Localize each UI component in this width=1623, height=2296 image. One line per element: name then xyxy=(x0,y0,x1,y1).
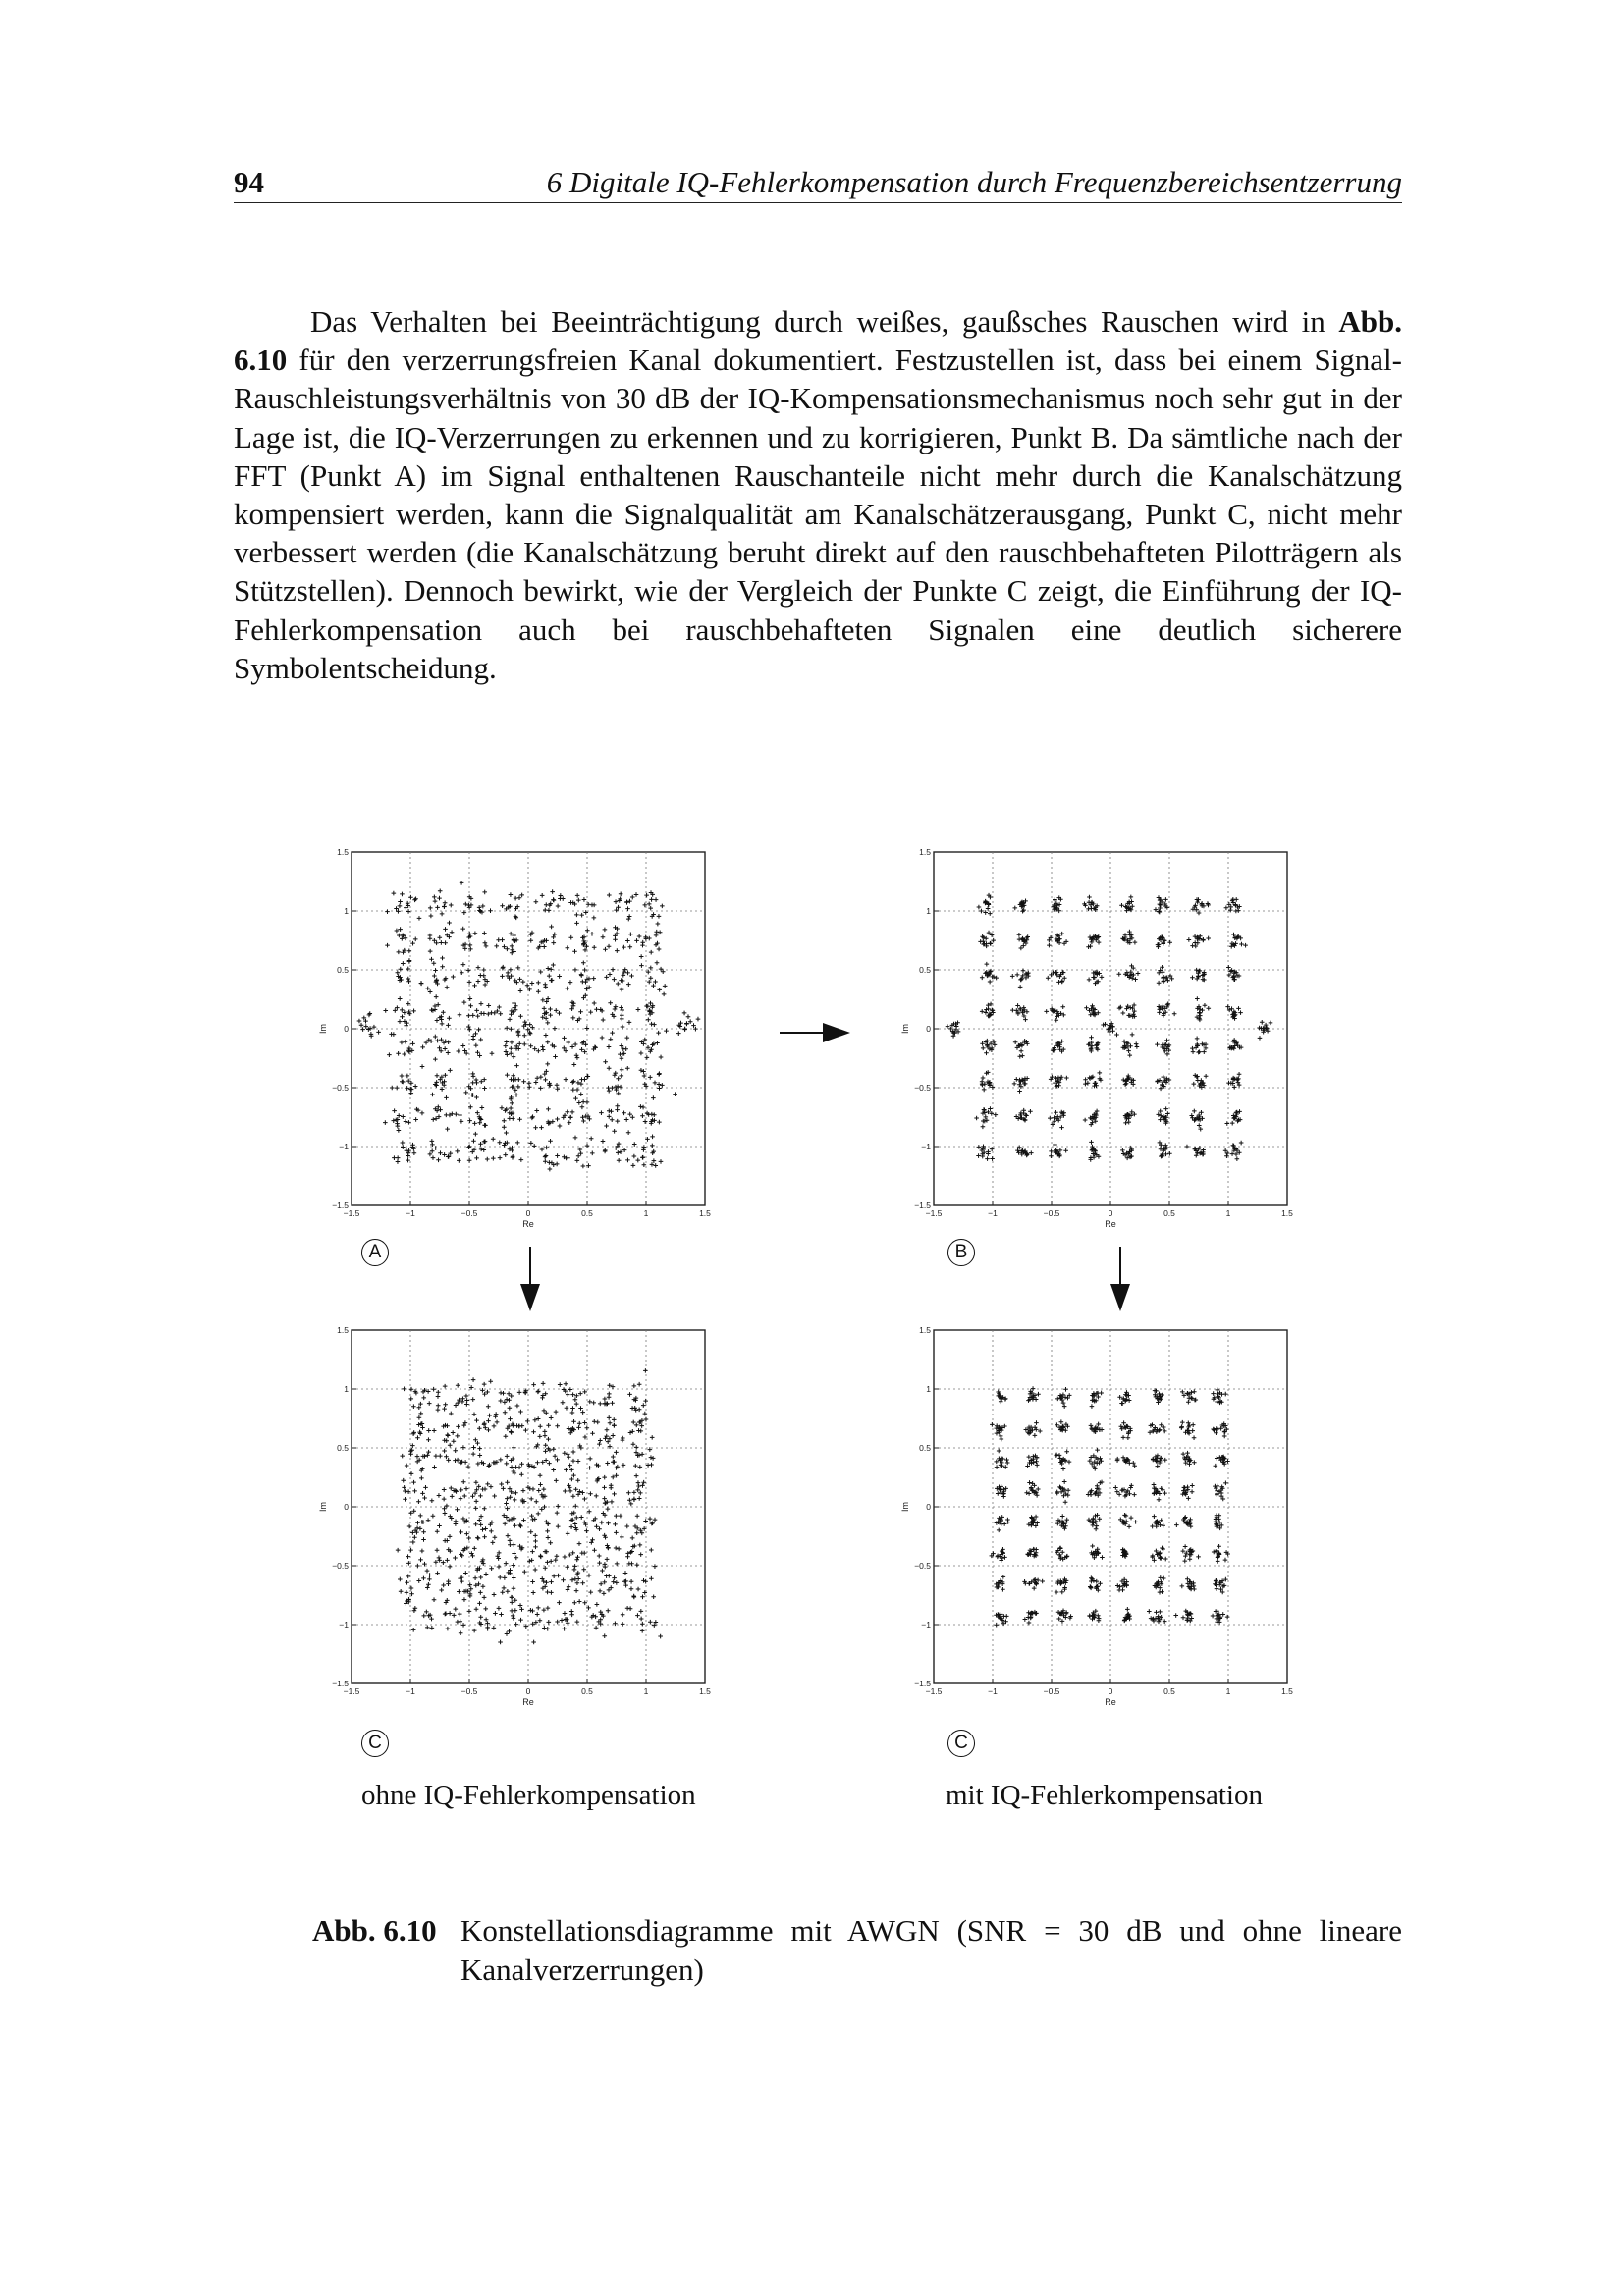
y-tick-label: −1 xyxy=(921,1142,931,1151)
y-tick-label: −1.5 xyxy=(914,1201,931,1210)
y-tick-label: −0.5 xyxy=(332,1083,349,1093)
caption-text: Konstellationsdiagramme mit AWGN (SNR = 30 dB und ohne lineare Kanalverzerrungen) xyxy=(460,1913,1402,1987)
constellation-plot-c-ohne xyxy=(314,1322,727,1715)
paragraph-intro: Das Verhalten bei Beeinträchtigung durch weißes, gaußsches Rauschen wird in xyxy=(310,304,1339,339)
y-tick-label: −0.5 xyxy=(914,1561,931,1571)
down-arrow-icon xyxy=(516,1245,544,1313)
x-tick-label: 0.5 xyxy=(1163,1208,1175,1218)
x-tick-label: 0 xyxy=(1108,1686,1113,1696)
figure-reference: Abb. 6.10 xyxy=(234,304,1402,378)
y-tick-label: 0.5 xyxy=(337,1443,349,1453)
constellation-plot-b xyxy=(896,844,1309,1237)
y-tick-label: 0 xyxy=(926,1024,931,1034)
y-tick-label: 1.5 xyxy=(919,1325,931,1335)
x-tick-label: −0.5 xyxy=(1043,1686,1060,1696)
x-tick-label: −0.5 xyxy=(460,1686,478,1696)
constellation-svg xyxy=(314,1322,727,1715)
x-tick-label: 1.5 xyxy=(699,1686,711,1696)
x-tick-label: 1.5 xyxy=(1281,1208,1293,1218)
x-tick-label: 1 xyxy=(643,1686,649,1696)
x-tick-label: 0 xyxy=(525,1686,531,1696)
x-axis-label: Re xyxy=(1105,1219,1116,1229)
x-tick-label: 1.5 xyxy=(1281,1686,1293,1696)
page-number: 94 xyxy=(234,165,264,199)
y-tick-label: −1.5 xyxy=(332,1679,349,1688)
x-tick-label: 0.5 xyxy=(1163,1686,1175,1696)
y-tick-label: 1.5 xyxy=(337,1325,349,1335)
label-mit-kompensation: mit IQ-Fehlerkompensation xyxy=(946,1780,1263,1811)
y-tick-label: 1 xyxy=(926,906,931,916)
y-tick-label: −1.5 xyxy=(332,1201,349,1210)
x-tick-label: −1.5 xyxy=(343,1208,360,1218)
y-tick-label: 0.5 xyxy=(919,1443,931,1453)
y-tick-label: −1.5 xyxy=(914,1679,931,1688)
y-tick-label: −1 xyxy=(339,1620,349,1629)
x-tick-label: −1.5 xyxy=(925,1686,943,1696)
x-tick-label: −1.5 xyxy=(343,1686,360,1696)
constellation-svg xyxy=(314,844,727,1237)
x-tick-label: −1 xyxy=(988,1686,998,1696)
point-marker-c-right: C xyxy=(947,1730,975,1757)
y-tick-label: 0 xyxy=(344,1024,349,1034)
x-axis-label: Re xyxy=(522,1697,534,1707)
x-tick-label: −0.5 xyxy=(1043,1208,1060,1218)
y-tick-label: 0 xyxy=(344,1502,349,1512)
x-tick-label: −1 xyxy=(406,1686,415,1696)
x-tick-label: −1.5 xyxy=(925,1208,943,1218)
y-tick-label: 0.5 xyxy=(337,965,349,975)
down-arrow-icon xyxy=(1107,1245,1134,1313)
y-tick-label: 1.5 xyxy=(337,847,349,857)
caption-label: Abb. 6.10 xyxy=(312,1913,437,1948)
x-tick-label: 0 xyxy=(525,1208,531,1218)
constellation-svg xyxy=(896,844,1309,1237)
y-tick-label: −0.5 xyxy=(332,1561,349,1571)
x-tick-label: −0.5 xyxy=(460,1208,478,1218)
y-tick-label: 1 xyxy=(344,1384,349,1394)
y-tick-label: 1 xyxy=(344,906,349,916)
point-marker-a: A xyxy=(361,1239,389,1266)
y-axis-label: Im xyxy=(318,1502,328,1512)
y-tick-label: 1 xyxy=(926,1384,931,1394)
right-arrow-icon xyxy=(776,1019,854,1046)
y-axis-label: Im xyxy=(318,1024,328,1034)
header-rule xyxy=(234,202,1402,203)
paragraph-body: für den verzerrungsfreien Kanal dokumentiert. Festzustellen ist, dass bei einem Signal-Rauschleistungsverhältnis von 30 dB der IQ-Kompensationsmechanismus noch sehr gut in der Lage ist, die IQ-Verzerrungen zu erkennen und zu korrigieren, Punkt B. Da sämtliche nach der FFT (Punkt A) im Signal enthaltenen Rauschanteile nicht mehr durch die Kanalschätzung kompensiert werden, kann die Signalqualität am Kanalschätzerausgang, Punkt C, nicht mehr verbessert werden (die Kanalschätzung beruht direkt auf den rauschbehafteten Pilotträgern als Stützstellen). Dennoch bewirkt, wie der Vergleich der Punkte C zeigt, die Einführung der IQ-Fehlerkompensation auch bei rauschbehafteten Signalen eine deutlich sicherere Symbolentscheidung. xyxy=(234,343,1402,685)
constellation-plot-a xyxy=(314,844,727,1237)
x-tick-label: 0.5 xyxy=(581,1686,593,1696)
x-axis-label: Re xyxy=(522,1219,534,1229)
x-tick-label: −1 xyxy=(988,1208,998,1218)
y-tick-label: −1 xyxy=(921,1620,931,1629)
label-ohne-kompensation: ohne IQ-Fehlerkompensation xyxy=(361,1780,696,1811)
y-tick-label: 0.5 xyxy=(919,965,931,975)
x-tick-label: 0.5 xyxy=(581,1208,593,1218)
body-paragraph xyxy=(234,302,1402,687)
x-axis-label: Re xyxy=(1105,1697,1116,1707)
x-tick-label: 0 xyxy=(1108,1208,1113,1218)
constellation-svg xyxy=(896,1322,1309,1715)
y-tick-label: −0.5 xyxy=(914,1083,931,1093)
y-tick-label: 1.5 xyxy=(919,847,931,857)
point-marker-b: B xyxy=(947,1239,975,1266)
point-marker-c-left: C xyxy=(361,1730,389,1757)
y-tick-label: −1 xyxy=(339,1142,349,1151)
y-tick-label: 0 xyxy=(926,1502,931,1512)
running-title: 6 Digitale IQ-Fehlerkompensation durch Frequenzbereichsentzerrung xyxy=(546,165,1402,199)
x-tick-label: 1 xyxy=(1225,1686,1231,1696)
constellation-plot-c-mit xyxy=(896,1322,1309,1715)
x-tick-label: 1 xyxy=(1225,1208,1231,1218)
y-axis-label: Im xyxy=(900,1024,910,1034)
x-tick-label: −1 xyxy=(406,1208,415,1218)
x-tick-label: 1 xyxy=(643,1208,649,1218)
x-tick-label: 1.5 xyxy=(699,1208,711,1218)
y-axis-label: Im xyxy=(900,1502,910,1512)
